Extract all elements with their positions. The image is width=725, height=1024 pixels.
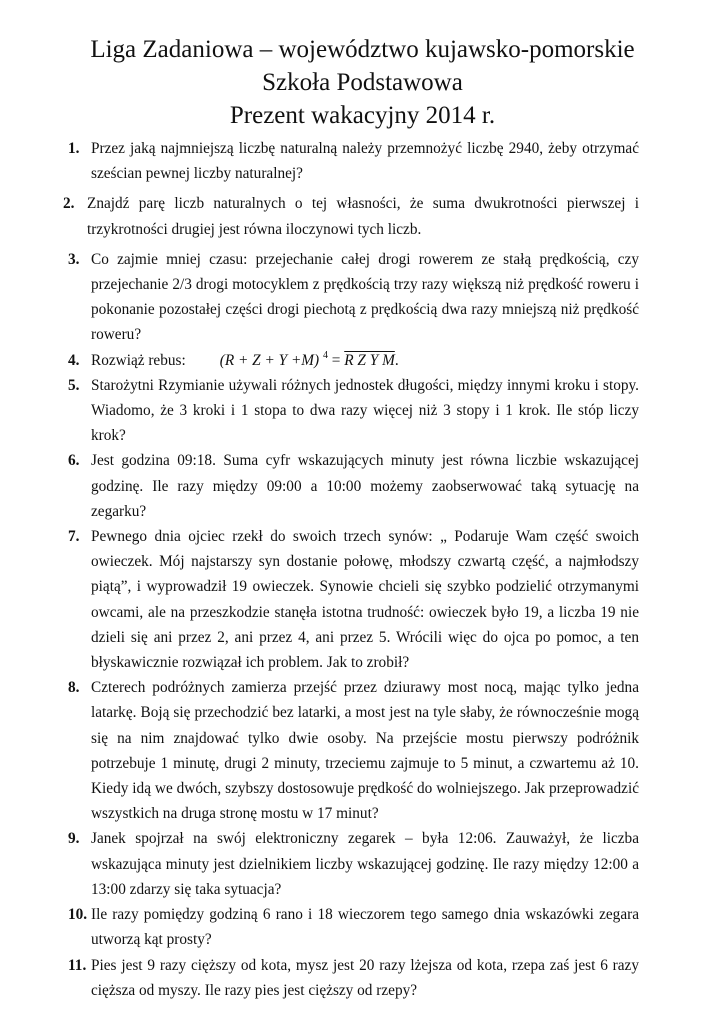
- problem-text: Pewnego dnia ojciec rzekł do swoich trzech synów: „ Podaruje Wam część swoich owieczek. Mój najstarszy syn dostanie połowę, młodszy czwartą część, a najmłodszy piątą”, i wyprowadził 19 owieczek. Synowie chcieli się szybko podzielić otrzymanymi owcami, ale na przeszkodzie stanęła istotna trudność: owieczek było 19, a liczba 19 nie dzieli się ani przez 2, ani przez 4, ani przez 5. Wrócili więc do ojca po pomoc, a ten błyskawicznie rozwiązał ich problem. Jak to zrobił?: [91, 528, 639, 672]
- problem-2: [0, 191, 725, 241]
- document-title: [0, 33, 725, 132]
- problem-text: Pies jest 9 razy cięższy od kota, mysz jest 20 razy lżejsza od kota, rzepa zaś jest 6 razy cięższa od myszy. Ile razy pies jest cięższy od rzepy?: [91, 956, 639, 999]
- problem-text: Przez jaką najmniejszą liczbę naturalną należy przemnożyć liczbę 2940, żeby otrzymać sześcian pewnej liczby naturalnej?: [91, 140, 639, 183]
- problem-6: [0, 448, 725, 524]
- problem-text: Janek spojrzał na swój elektroniczny zegarek – była 12:06. Zauważył, że liczba wskazująca minuty jest dzielnikiem liczby wskazującej godzinę. Ile razy między 12:00 a 13:00 zdarzy się taka sytuacja?: [91, 830, 639, 898]
- title-line-2: Szkoła Podstawowa: [262, 69, 463, 96]
- rebus-equals: =: [327, 351, 345, 369]
- problem-text: Ile razy pomiędzy godziną 6 rano i 18 wieczorem tego samego dnia wskazówki zegara utworzą kąt prosty?: [91, 906, 639, 949]
- problem-number: 11.: [68, 956, 87, 974]
- problem-number: 8.: [68, 679, 80, 697]
- problem-10: [0, 902, 725, 952]
- title-line-1: Liga Zadaniowa – województwo kujawsko-pomorskie: [90, 36, 635, 63]
- problem-8: [0, 675, 725, 826]
- rebus-lhs: (R + Z + Y +M): [219, 351, 320, 369]
- rebus-label: Rozwiąż rebus:: [91, 351, 186, 369]
- rebus-rhs: R Z Y M: [344, 351, 395, 369]
- rebus-end: .: [394, 351, 399, 369]
- problem-number: 9.: [68, 830, 80, 848]
- problem-9: [0, 826, 725, 902]
- problem-4: [0, 348, 725, 373]
- problem-number: 5.: [68, 376, 80, 394]
- problem-number: 4.: [68, 351, 80, 369]
- problem-text: Starożytni Rzymianie używali różnych jednostek długości, między innymi kroku i stopy. Wiadomo, że 3 kroki i 1 stopa to dwa razy więcej niż 3 stopy i 1 krok. Ile stóp liczy krok?: [91, 376, 639, 445]
- problem-5: [0, 373, 725, 449]
- problem-number: 2.: [63, 195, 75, 213]
- problem-text: Znajdź parę liczb naturalnych o tej własności, że suma dwukrotności pierwszej i trzykrotności drugiej jest równa iloczynowi tych liczb.: [87, 195, 639, 238]
- problem-7: [0, 524, 725, 675]
- problem-text: Czterech podróżnych zamierza przejść przez dziurawy most nocą, mając tylko jedna latarkę. Boją się przechodzić bez latarki, a most jest na tyle słaby, że równocześnie mogą się na nim znajdować tylko dwie osoby. Na przejście mostu pierwszy podróżnik potrzebuje 1 minutę, drugi 2 minuty, trzeciemu zajmuje to 5 minut, a czwartemu aż 10. Kiedy idą we dwóch, szybszy dostosowuje prędkość do wolniejszego. Jak przeprowadzić wszystkich na druga stronę mostu w 17 minut?: [91, 679, 639, 823]
- problem-number: 6.: [68, 452, 80, 470]
- problem-number: 1.: [68, 140, 80, 157]
- problem-text: Jest godzina 09:18. Suma cyfr wskazujących minuty jest równa liczbie wskazującej godzinę. Ile razy między 09:00 a 10:00 możemy zaobserwować taką sytuację na zegarku?: [91, 452, 639, 520]
- problem-text: Co zajmie mniej czasu: przejechanie całej drogi rowerem ze stałą prędkością, czy przejechanie 2/3 drogi motocyklem z prędkością trzy razy większą niż prędkość roweru i pokonanie pozostałej części drogi piechotą z prędkością dwa razy mniejszą niż prędkość roweru?: [91, 250, 639, 344]
- problem-1: [0, 136, 725, 186]
- problem-number: 10.: [68, 906, 88, 924]
- rebus-exponent: 4: [322, 349, 328, 361]
- problem-list: [0, 136, 725, 1003]
- problem-text: [91, 348, 639, 373]
- problem-11: [0, 953, 725, 1003]
- problem-number: 3.: [68, 250, 80, 268]
- problem-3: [0, 247, 725, 348]
- problem-number: 7.: [68, 528, 80, 546]
- title-line-3: Prezent wakacyjny 2014 r.: [229, 102, 496, 129]
